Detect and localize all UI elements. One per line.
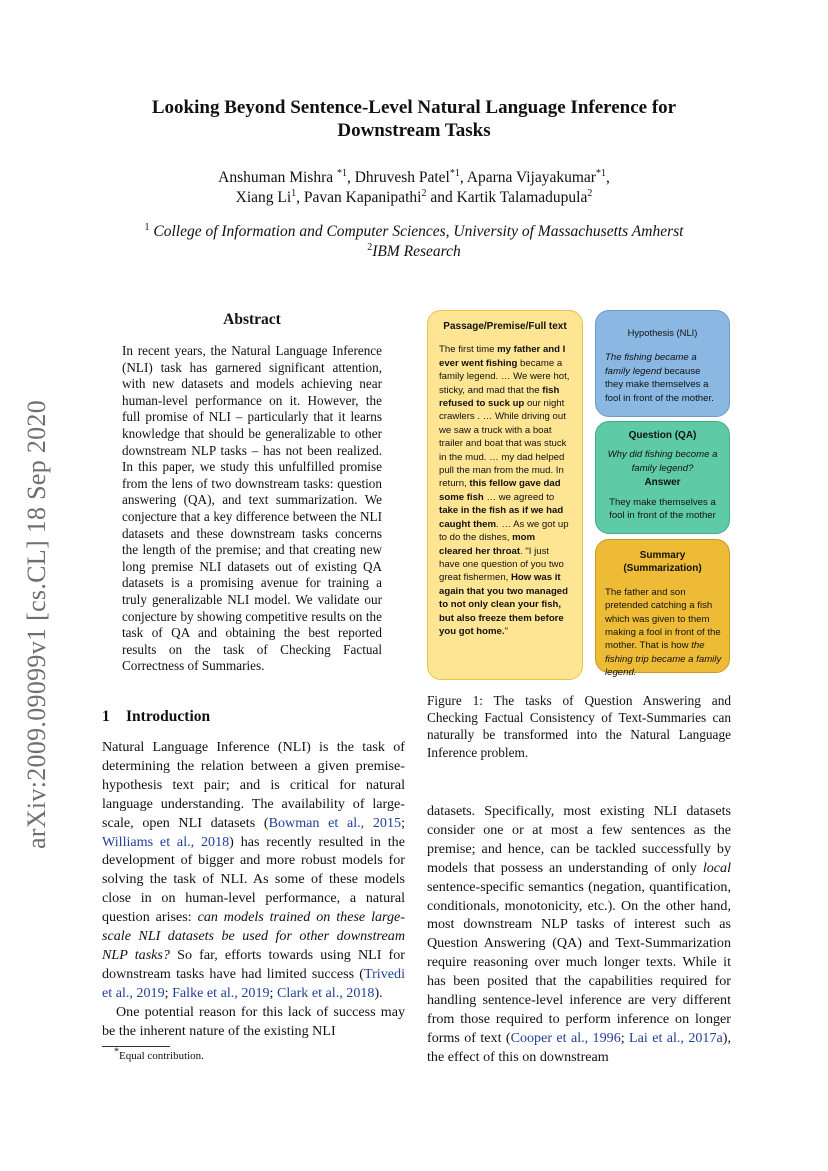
citation-link[interactable]: Clark et al., 2018 (277, 984, 375, 1001)
text-run: the fishing trip became a family legend. (605, 640, 722, 679)
highlight-run: mom cleared her throat (439, 532, 535, 557)
highlight-run: my father and I ever went fishing (439, 344, 566, 369)
text-run: ; (620, 1029, 630, 1046)
intro-right-column (427, 802, 731, 1067)
arxiv-id-text: arXiv:2009.09099v1 [cs.CL] 18 Sep 2020 (22, 399, 51, 849)
text-run: . "I just have one question of you two great fishermen, (439, 545, 564, 584)
author-list (0, 168, 828, 208)
citation-link[interactable]: Trivedi et al., 2019 (102, 965, 405, 1001)
title-line-2: Downstream Tasks (337, 120, 491, 141)
highlight-run: this fellow gave dad some fish (439, 478, 561, 503)
abstract-heading: Abstract (223, 311, 281, 328)
affiliation-1 (0, 222, 828, 242)
figure-summary-box (595, 539, 730, 679)
highlight-run: How was it again that you two managed to not only clean your fish, but also freeze them before you got home. (439, 572, 568, 637)
author-name: , Dhruvesh Patel (346, 169, 450, 186)
text-run: Natural Language Inference (NLI) is the task of determining the relation between a given premise-hypothesis text pair; and is critical for natural language understanding. The availability of large-scale, open NLI datasets ( (102, 739, 405, 831)
paper-title (0, 96, 828, 142)
section-number: 1 (102, 708, 110, 725)
qa-answer: They make themselves a fool in front of the mother (609, 496, 716, 522)
text-run: . … As we got up to do the dishes, (439, 518, 569, 544)
affil-mark: 1 (144, 221, 150, 233)
author-name: , Aparna Vijayakumar (459, 169, 596, 186)
qa-question: Why did fishing become a family legend? (607, 449, 718, 474)
author-name: Anshuman Mishra (218, 169, 337, 186)
footnote-text: Equal contribution. (119, 1050, 204, 1062)
text-run: The father and son pretended catching a fish which was given to them making a fool in front of the mother. That is how (605, 586, 721, 652)
author-affil-mark: *1 (336, 167, 347, 179)
text-run: datasets. Specifically, most existing NLI datasets consider one or at most a few sentences as the premise; and hence, can be tackled successfully by models that possess an understanding of only (427, 803, 731, 876)
footnote-mark: * (114, 1046, 119, 1058)
citation-link[interactable]: Williams et al., 2018 (102, 833, 230, 850)
arxiv-side-label (10, 365, 52, 849)
highlight-run: take in the fish as if we had caught them (439, 505, 564, 530)
authors-line-1 (0, 168, 828, 188)
passage-heading: Passage/Premise/Full text (443, 321, 567, 332)
summary-text (603, 586, 722, 680)
text-run: … we agreed to (483, 491, 555, 503)
text-run: sentence-specific semantics (negation, quantification, conditionals, monotonicity, etc.). On the other hand, most downstream NLP tasks of interest such as Question Answering (QA) and Text-Summarization require reasoning over much longer texts. While it has been posited that the capabilities required for handling sentence-level inference are very different from those required to perform inference on longer forms of text ( (427, 878, 731, 1046)
abstract-text: In recent years, the Natural Language Inference (NLI) task has garnered significant attention, with new datasets and models achieving near human-level performance on it. However, the full promise of NLI – particularly that it learns knowledge that should be generalizable to other downstream NLP tasks – has not been realized. In this paper, we study this unfulfilled promise from the lens of two downstream tasks: question answering (QA), and text summarization. We conjecture that a key difference between the NLI datasets and these downstream tasks concerns the length of the premise; and that creating new long premise NLI datasets out of existing QA datasets is a promising avenue for training a truly generalizable NLI model. We validate our conjecture by showing competitive results on the task of QA and obtaining the best reported results on the task of Checking Factual Correctness of Summaries. (122, 343, 382, 674)
affiliations (0, 222, 828, 262)
author-name: and Kartik Talamadupula (426, 189, 588, 206)
figure-hypothesis-box (595, 310, 730, 417)
footnote (114, 1046, 204, 1062)
hypothesis-text (605, 351, 720, 405)
citation-link[interactable]: Lai et al., 2017a (629, 1029, 723, 1046)
text-run: because they make themselves a fool in front of the mother. (605, 365, 714, 404)
author-name: Xiang Li (235, 189, 292, 206)
affiliation-2 (0, 242, 828, 262)
qa-heading: Question (QA) (628, 430, 697, 441)
text-run: ). (374, 984, 383, 1001)
summary-heading: Summary (Summarization) (623, 550, 702, 575)
title-line-1: Looking Beyond Sentence-Level Natural Language Inference for (151, 97, 677, 118)
text-run: became a family legend. … We were hot, sticky, and mad that the (439, 357, 570, 396)
footnote-rule (102, 1046, 170, 1047)
text-run: The fishing became a family legend (605, 352, 697, 377)
intro-paragraph-continued (427, 802, 731, 1067)
affil-mark: 2 (367, 241, 373, 253)
text-run: ; (164, 984, 173, 1001)
hypothesis-heading: Hypothesis (NLI) (627, 327, 698, 338)
emphasized-word: local (702, 859, 731, 876)
highlight-run: fish refused to suck up (439, 384, 560, 410)
text-run: our night crawlers . … While driving out we saw a truck with a boat trailer and boat that was stuck in the mud. … my dad helped pull the man from the mud. In return, (439, 398, 567, 490)
author-affil-mark: 2 (587, 187, 593, 199)
citation-link[interactable]: Cooper et al., 1996 (510, 1029, 621, 1046)
author-name: , Pavan Kapanipathi (296, 189, 422, 206)
affiliation-text: College of Information and Computer Sciences, University of Massachusetts Amherst (149, 223, 684, 240)
author-separator: , (605, 169, 610, 186)
text-run: So far, efforts towards using NLI for downstream tasks have had limited success ( (102, 946, 405, 982)
section-title: Introduction (126, 708, 211, 725)
text-run: ; (401, 814, 405, 831)
figure-qa-box (595, 421, 730, 534)
intro-paragraph-1 (102, 738, 405, 1003)
intro-left-column (102, 738, 405, 1041)
author-affil-mark: 2 (421, 187, 427, 199)
text-run: " (504, 625, 508, 637)
emphasized-question: can models trained on these large-scale NLI datasets be used for other downstream NLP tasks? (102, 909, 406, 963)
figure-caption: Figure 1: The tasks of Question Answering and Checking Factual Consistency of Text-Summaries can naturally be transformed into the Natural Language Inference problem. (427, 693, 731, 760)
figure-passage-box (427, 310, 583, 680)
qa-answer-label: Answer (644, 477, 681, 489)
text-run: ) has recently resulted in the development of bigger and more robust models for solving the task of NLI. As some of these models close in on human-level performance, a natural question arises: (102, 833, 405, 926)
authors-line-2 (0, 188, 828, 208)
citation-link[interactable]: Falke et al., 2019 (172, 984, 270, 1001)
author-affil-mark: 1 (291, 187, 297, 199)
affiliation-text: IBM Research (372, 243, 461, 260)
author-affil-mark: *1 (449, 167, 460, 179)
text-run: ), the effect of this on downstream (427, 1029, 731, 1065)
text-run: The first time (439, 344, 498, 356)
intro-paragraph-2: One potential reason for this lack of success may be the inherent nature of the existing NLI (102, 1003, 405, 1039)
author-affil-mark: *1 (595, 167, 606, 179)
text-run: ; (269, 984, 277, 1001)
section-heading-introduction (102, 708, 210, 726)
passage-text (439, 343, 571, 638)
citation-link[interactable]: Bowman et al., 2015 (268, 814, 402, 831)
